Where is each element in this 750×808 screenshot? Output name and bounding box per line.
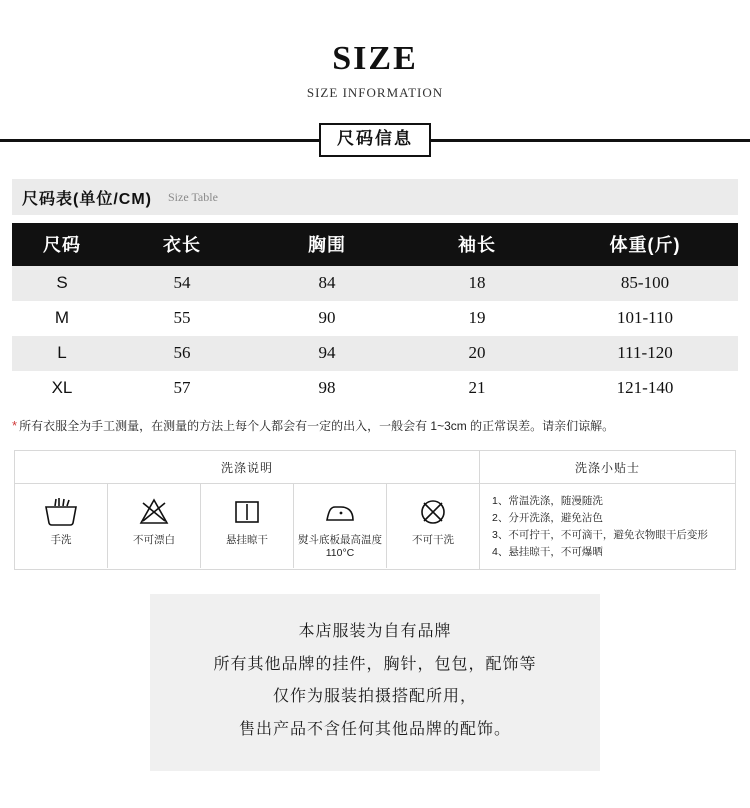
hand-wash-icon — [17, 492, 105, 532]
cell-sleeve: 20 — [402, 336, 552, 371]
column-header-weight: 体重(斤) — [552, 223, 738, 266]
care-item-label: 不可干洗 — [412, 533, 454, 546]
table-row — [12, 336, 738, 371]
page-title: SIZE — [332, 40, 418, 77]
cell-weight: 101-110 — [616, 308, 674, 328]
cell-bust: 84 — [252, 266, 402, 301]
cell-bust: 90 — [318, 308, 336, 328]
page-header — [0, 0, 750, 101]
table-row — [12, 266, 738, 301]
cell-size: XL — [51, 378, 73, 398]
care-item-label: 悬挂晾干 — [226, 533, 268, 546]
cell-length: 56 — [112, 336, 252, 371]
care-item-label: 手洗 — [50, 533, 72, 546]
table-row — [12, 301, 738, 336]
table-row — [12, 371, 738, 406]
care-tips-panel — [480, 451, 735, 569]
care-item-iron-low — [294, 484, 387, 568]
line-dry-icon — [203, 492, 291, 532]
care-item-no-bleach — [108, 484, 201, 568]
care-tips-title: 洗涤小贴士 — [480, 451, 735, 484]
list-item: 4、悬挂晾干，不可爆晒 — [492, 545, 603, 558]
cell-length: 57 — [173, 378, 191, 398]
section-banner — [0, 123, 750, 157]
care-icon-row — [15, 484, 479, 568]
note-text: 所有衣服全为手工测量，在测量的方法上每个人都会有一定的出入，一般会有 1~3cm 的正常误差。请亲们谅解。 — [19, 419, 615, 434]
list-item: 3、不可拧干，不可滴干，避免衣物眼干后变形 — [492, 528, 708, 541]
cell-size: L — [12, 336, 112, 371]
brand-statement-line: 所有其他品牌的挂件，胸针，包包，配饰等 — [213, 655, 537, 673]
page-subtitle: SIZE INFORMATION — [306, 85, 444, 101]
column-header-size: 尺码 — [12, 223, 112, 266]
list-item: 2、分开洗涤，避免沾色 — [492, 511, 603, 524]
size-table-heading-zh: 尺码表(单位/CM) — [22, 190, 152, 208]
care-instructions-left — [15, 451, 480, 569]
cell-weight: 111-120 — [552, 336, 738, 371]
brand-statement-line: 售出产品不含任何其他品牌的配饰。 — [238, 721, 511, 739]
care-item-line-dry — [201, 484, 294, 568]
cell-sleeve: 21 — [468, 378, 486, 398]
column-header-bust: 胸围 — [252, 223, 402, 266]
list-item: 1、常温洗涤，随漫随洗 — [492, 494, 603, 507]
cell-bust: 98 — [318, 378, 336, 398]
cell-length: 55 — [173, 308, 191, 328]
table-header-row — [12, 223, 738, 266]
care-item-label: 熨斗底板最高温度110°C — [298, 533, 382, 560]
brand-statement-line: 仅作为服装拍摄搭配所用， — [272, 688, 477, 706]
care-instructions — [14, 450, 736, 570]
brand-statement-line: 本店服装为自有品牌 — [298, 622, 452, 640]
care-tips-list — [480, 484, 735, 569]
size-table-heading — [12, 179, 738, 215]
cell-sleeve: 18 — [402, 266, 552, 301]
cell-weight: 85-100 — [552, 266, 738, 301]
care-item-no-dry-clean — [387, 484, 479, 568]
banner-label: 尺码信息 — [319, 123, 431, 157]
cell-length: 54 — [112, 266, 252, 301]
note-star: * — [12, 418, 18, 434]
iron-low-icon — [296, 492, 384, 532]
care-left-title: 洗涤说明 — [15, 451, 479, 484]
measurement-note — [12, 416, 738, 436]
care-item-label: 不可漂白 — [133, 533, 175, 546]
no-bleach-icon — [110, 492, 198, 532]
cell-sleeve: 19 — [468, 308, 486, 328]
brand-statement — [150, 594, 600, 771]
cell-bust: 94 — [252, 336, 402, 371]
cell-size: S — [12, 266, 112, 301]
size-table-heading-en: Size Table — [168, 189, 218, 204]
size-table — [12, 223, 738, 406]
cell-weight: 121-140 — [616, 378, 674, 398]
column-header-sleeve: 袖长 — [402, 223, 552, 266]
care-item-hand-wash — [15, 484, 108, 568]
cell-size: M — [54, 308, 70, 328]
column-header-length: 衣长 — [112, 223, 252, 266]
no-dry-clean-icon — [389, 492, 477, 532]
